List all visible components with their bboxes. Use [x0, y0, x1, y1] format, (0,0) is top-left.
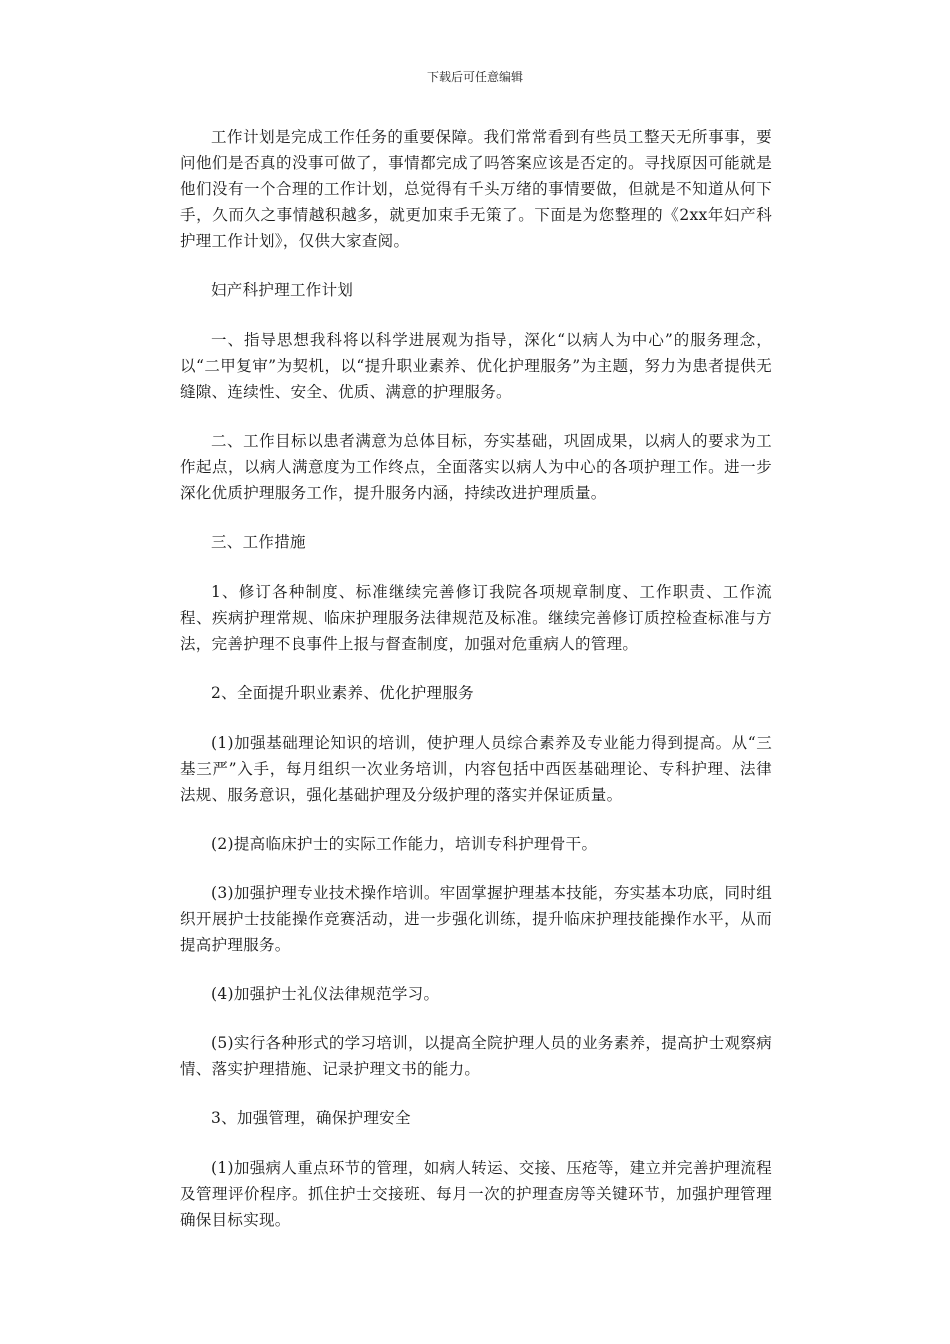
measure-2-item-3: (3)加强护理专业技术操作培训。牢固掌握护理基本技能，夯实基本功底，同时组织开展护士技能操作竞赛活动，进一步强化训练，提升临床护理技能操作水平，从而提高护理服务。 — [180, 884, 772, 954]
measure-2-item-1: (1)加强基础理论知识的培训，使护理人员综合素养及专业能力得到提高。从“三基三严”入手，每月组织一次业务培训，内容包括中西医基础理论、专科护理、法律法规、服务意识，强化基础护理及分级护理的落实并保证质量。 — [180, 734, 772, 804]
measure-2-item-4: (4)加强护士礼仪法律规范学习。 — [211, 985, 440, 1003]
measure-3-heading: 3、加强管理，确保护理安全 — [211, 1109, 411, 1127]
section-work-measures-heading: 三、工作措施 — [211, 533, 306, 551]
measure-2-item-2: (2)提高临床护士的实际工作能力，培训专科护理骨干。 — [211, 835, 598, 853]
measure-2-item-5: (5)实行各种形式的学习培训，以提高全院护理人员的业务素养，提高护士观察病情、落实护理措施、记录护理文书的能力。 — [180, 1034, 772, 1078]
section-work-goals: 二、工作目标以患者满意为总体目标，夯实基础，巩固成果，以病人的要求为工作起点，以病人满意度为工作终点，全面落实以病人为中心的各项护理工作。进一步深化优质护理服务工作，提升服务内涵，持续改进护理质量。 — [180, 432, 772, 502]
measure-3-item-1: (1)加强病人重点环节的管理，如病人转运、交接、压疮等，建立并完善护理流程及管理评价程序。抓住护士交接班、每月一次的护理查房等关键环节，加强护理管理确保目标实现。 — [180, 1159, 772, 1229]
document-body — [180, 124, 772, 1256]
intro-paragraph: 工作计划是完成工作任务的重要保障。我们常常看到有些员工整天无所事事，要问他们是否真的没事可做了，事情都完成了吗答案应该是否定的。寻找原因可能就是他们没有一个合理的工作计划，总觉得有千头万绪的事情要做，但就是不知道从何下手，久而久之事情越积越多，就更加束手无策了。下面是为您整理的《2xx年妇产科护理工作计划》，仅供大家查阅。 — [180, 128, 772, 250]
document-title: 妇产科护理工作计划 — [211, 281, 354, 299]
header-note: 下载后可任意编辑 — [426, 70, 523, 84]
measure-2-heading: 2、全面提升职业素养、优化护理服务 — [211, 684, 474, 702]
section-guiding-ideology: 一、指导思想我科将以科学进展观为指导，深化“以病人为中心”的服务理念，以“二甲复审”为契机，以“提升职业素养、优化护理服务”为主题，努力为患者提供无缝隙、连续性、安全、优质、满意的护理服务。 — [180, 331, 772, 401]
measure-1-paragraph: 1、修订各种制度、标准继续完善修订我院各项规章制度、工作职责、工作流程、疾病护理常规、临床护理服务法律规范及标准。继续完善修订质控检查标准与方法，完善护理不良事件上报与督查制度，加强对危重病人的管理。 — [180, 583, 772, 653]
